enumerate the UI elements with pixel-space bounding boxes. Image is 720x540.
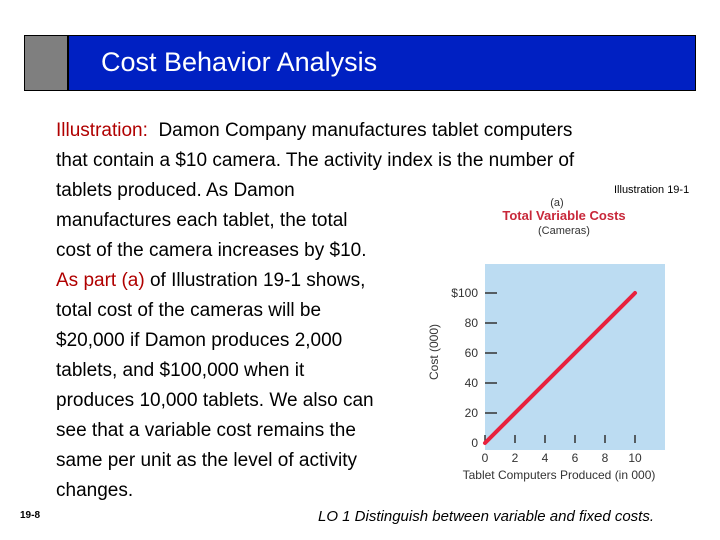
body-line-10: produces 10,000 tablets. We also can bbox=[56, 390, 374, 411]
chart-part-label: (a) bbox=[550, 197, 564, 209]
y-axis-label: Cost (000) bbox=[427, 323, 441, 381]
slide-title: Cost Behavior Analysis bbox=[101, 47, 378, 77]
variable-cost-chart bbox=[418, 190, 718, 490]
slide-number: 19-8 bbox=[20, 510, 41, 521]
body-line-8: $20,000 if Damon produces 2,000 bbox=[56, 330, 343, 351]
learning-objective-footer: LO 1 Distinguish between variable and fixed costs. bbox=[318, 508, 655, 525]
body-line-6 bbox=[56, 266, 365, 296]
body-line-1 bbox=[56, 116, 572, 146]
chart-subtitle: (Cameras) bbox=[538, 225, 590, 237]
title-accent-block bbox=[24, 35, 68, 91]
body-line-11: see that a variable cost remains the bbox=[56, 420, 356, 441]
x-tick-label: 4 bbox=[541, 451, 549, 465]
y-tick-label: 60 bbox=[464, 346, 478, 360]
y-tick-label: 20 bbox=[464, 406, 478, 420]
x-tick-label: 10 bbox=[628, 451, 642, 465]
plot-area bbox=[485, 264, 665, 450]
body-line-5: cost of the camera increases by $10. bbox=[56, 240, 367, 261]
body-line-13: changes. bbox=[56, 480, 134, 501]
y-tick-label: 80 bbox=[464, 316, 478, 330]
title-bar bbox=[24, 35, 696, 91]
y-tick-label: 40 bbox=[464, 376, 478, 390]
illustration-reference: Illustration 19-1 bbox=[614, 184, 690, 196]
y-tick-label: $100 bbox=[451, 286, 478, 300]
body-line-1-text: Damon Company manufactures tablet computers bbox=[158, 120, 573, 141]
body-line-12: same per unit as the level of activity bbox=[56, 450, 357, 471]
body-line-7: total cost of the cameras will be bbox=[56, 300, 322, 321]
illustration-label: Illustration: bbox=[56, 120, 148, 141]
x-tick-labels bbox=[482, 451, 642, 465]
x-tick-label: 6 bbox=[571, 451, 579, 465]
x-tick-label: 8 bbox=[601, 451, 609, 465]
title-banner bbox=[68, 35, 696, 91]
body-line-3: tablets produced. As Damon bbox=[56, 180, 295, 201]
part-a-ref: As part (a) bbox=[56, 270, 145, 291]
x-axis-label: Tablet Computers Produced (in 000) bbox=[462, 468, 656, 482]
body-line-4: manufactures each tablet, the total bbox=[56, 210, 348, 231]
chart-title: Total Variable Costs bbox=[502, 208, 626, 223]
body-line-9: tablets, and $100,000 when it bbox=[56, 360, 305, 381]
body-line-2: that contain a $10 camera. The activity index is the number of bbox=[56, 150, 575, 171]
x-tick-label: 2 bbox=[511, 451, 519, 465]
y-tick-labels bbox=[451, 286, 478, 450]
y-tick-label: 0 bbox=[471, 436, 478, 450]
body-line-6-text: of Illustration 19-1 shows, bbox=[144, 270, 366, 291]
x-tick-label: 0 bbox=[481, 451, 489, 465]
